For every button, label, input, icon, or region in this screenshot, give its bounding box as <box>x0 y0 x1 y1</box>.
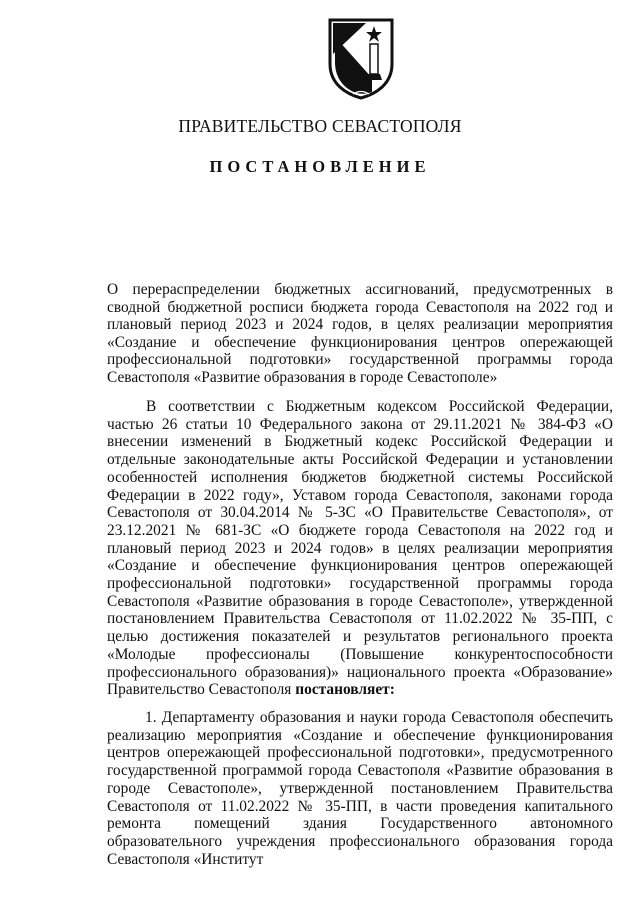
point-text: Департаменту образования и науки города Севастополя обеспечить реализацию мероприятия «Создание и обеспечение функционирования центров опережающей профессиональной подготовки», предусмотренного государственной программой города Севастополя «Развитие образования в городе Севастополе», утвержденной постановлением Правительства Севастополя от 11.02.2022 № 35-ПП, в части проведения капитального ремонта помещений здания Государственного автономного образовательного учреждения профессионального образования города Севастополя «Институт <box>107 709 613 868</box>
decree-word: постановляет: <box>295 681 395 699</box>
document-type-title: ПОСТАНОВЛЕНИЕ <box>209 157 431 176</box>
point-1-paragraph <box>107 709 613 868</box>
document-subject: О перераспределении бюджетных ассигнований, предусмотренных в сводной бюджетной росписи бюджета города Севастополя на 2022 год и плановый период 2023 и 2024 годов, в целях реализации мероприятия «Создание и обеспечение функционирования центров опережающей профессиональной подготовки» государственной программы города Севастополя «Развитие образования в городе Севастополе» <box>107 281 613 386</box>
government-title: ПРАВИТЕЛЬСТВО СЕВАСТОПОЛЯ <box>178 116 462 136</box>
preamble-text: В соответствии с Бюджетным кодексом Российской Федерации, частью 26 статьи 10 Федерального закона от 29.11.2021 № 384-ФЗ «О внесении изменений в Бюджетный кодекс Российской Федерации и отдельные законодательные акты Российской Федерации и установлении особенностей исполнения бюджетов бюджетной системы Российской Федерации в 2022 году», Уставом города Севастополя, законами города Севастополя от 30.04.2014 № 5-ЗС «О Правительстве Севастополя», от 23.12.2021 № 681-ЗС «О бюджете города Севастополя на 2022 год и плановый период 2023 и 2024 годов» в целях реализации мероприятия «Создание и обеспечение функционирования центров опережающей профессиональной подготовки» государственной программы города Севастополя «Развитие образования в городе Севастополе», утвержденной постановлением Правительства Севастополя от 11.02.2022 № 35-ПП, с целью достижения показателей и результатов регионального проекта «Молодые профессионалы (Повышение конкурентоспособности профессионального образования)» национального проекта «Образование» Правительство Севастополя <box>107 398 613 699</box>
sevastopol-coat-of-arms-icon <box>326 14 396 100</box>
preamble-paragraph <box>107 398 613 699</box>
point-number: 1. <box>145 709 157 726</box>
